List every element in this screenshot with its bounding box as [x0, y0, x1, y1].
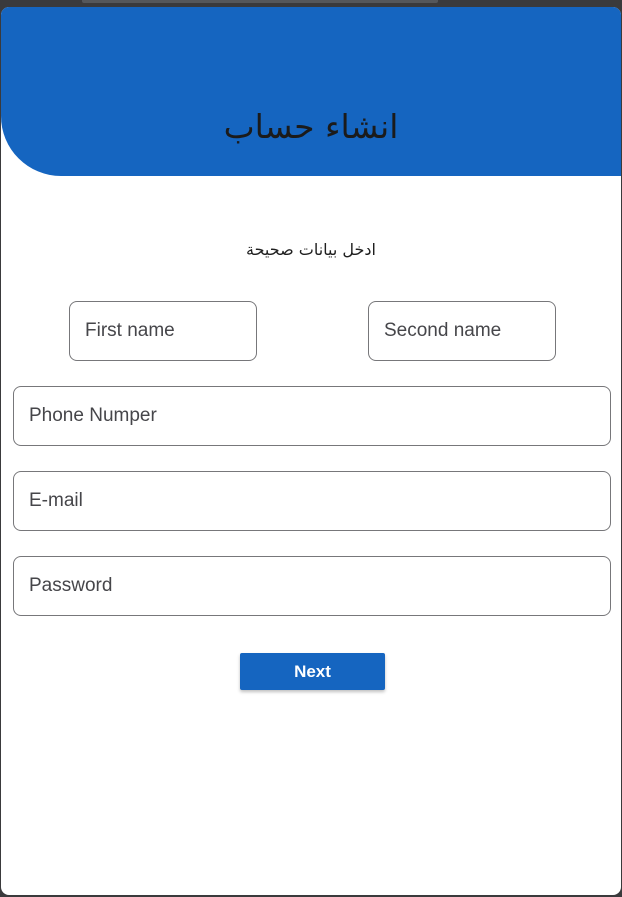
first-name-input[interactable]	[70, 302, 256, 360]
phone-field[interactable]	[13, 386, 611, 446]
first-name-field[interactable]	[69, 301, 257, 361]
phone-input[interactable]	[14, 387, 610, 445]
second-name-input[interactable]	[369, 302, 555, 360]
next-button[interactable]: Next	[240, 653, 385, 690]
password-field[interactable]	[13, 556, 611, 616]
second-name-field[interactable]	[368, 301, 556, 361]
email-input[interactable]	[14, 472, 610, 530]
page-title: انشاء حساب	[223, 107, 399, 146]
password-input[interactable]	[14, 557, 610, 615]
email-field[interactable]	[13, 471, 611, 531]
header-banner	[1, 7, 621, 176]
signup-screen	[1, 7, 621, 895]
window-top-bar	[0, 0, 622, 7]
window-handle	[82, 0, 438, 3]
form-subtitle: ادخل بيانات صحيحة	[246, 240, 376, 259]
